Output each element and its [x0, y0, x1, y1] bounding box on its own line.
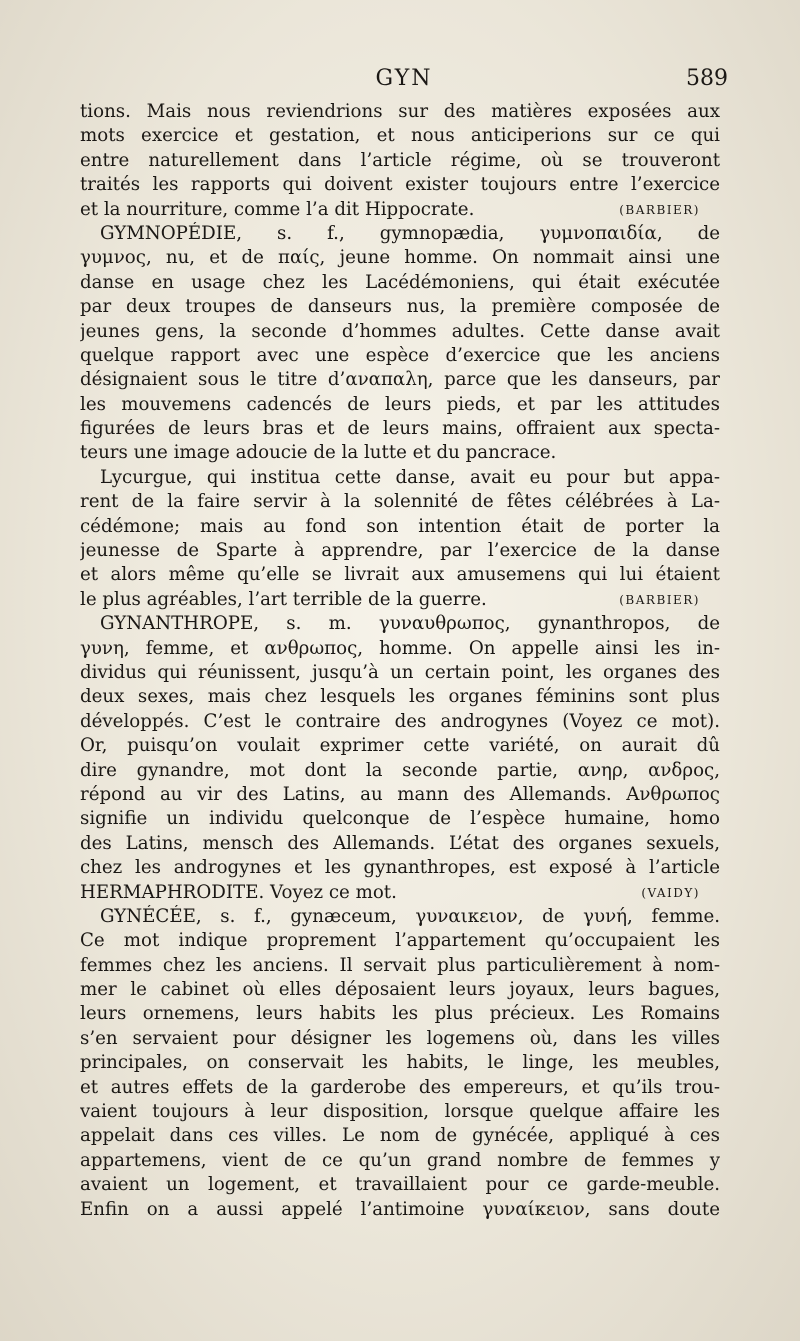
text-line: jeunesse de Sparte à apprendre, par l’exercice de la danse — [80, 540, 720, 562]
author-signature: (BARBIER) — [619, 202, 700, 217]
text-line: cédémone; mais au fond son intention était de porter la — [80, 515, 720, 537]
text-line-with-signature — [80, 198, 720, 222]
text-line: le plus agréables, l’art terrible de la guerre. — [80, 588, 487, 610]
page-number: 589 — [686, 66, 728, 91]
text-line: avaient un logement, et travaillaient pour ce garde-meuble. — [80, 1174, 720, 1196]
text-line: vaient toujours à leur disposition, lorsque quelque affaire les — [80, 1101, 720, 1123]
text-line: chez les androgynes et les gynanthropes, est exposé à l’article — [80, 857, 720, 879]
author-signature: (VAIDY) — [641, 885, 700, 900]
text-line: mots exercice et gestation, et nous anticiperions sur ce qui — [80, 125, 720, 147]
text-line-with-signature — [80, 881, 720, 905]
text-line: Enfin on a aussi appelé l’antimoine γυναίκειον, sans doute — [80, 1198, 720, 1220]
text-line: appartemens, vient de ce qu’un grand nombre de femmes y — [80, 1149, 720, 1171]
text-line: mer le cabinet où elles déposaient leurs joyaux, leurs bagues, — [80, 979, 720, 1001]
text-line: Ce mot indique proprement l’appartement qu’occupaient les — [80, 930, 720, 952]
text-line: quelque rapport avec une espèce d’exercice que les anciens — [80, 344, 720, 366]
text-line: les mouvemens cadencés de leurs pieds, et par les attitudes — [80, 393, 720, 415]
text-line: signifie un individu quelconque de l’espèce humaine, homo — [80, 808, 720, 830]
entry-heading-line: GYNÉCÉE, s. f., gynæceum, γυναικειον, de γυνή, femme. — [100, 905, 720, 927]
text-line: Lycurgue, qui institua cette danse, avait eu pour but appa- — [100, 466, 720, 488]
text-line: développés. C’est le contraire des androgynes (Voyez ce mot). — [80, 710, 720, 732]
text-line: et la nourriture, comme l’a dit Hippocrate. — [80, 198, 475, 220]
text-line: tions. Mais nous reviendrions sur des matières exposées aux — [80, 101, 720, 122]
text-line: leurs ornemens, leurs habits les plus précieux. Les Romains — [80, 1003, 720, 1025]
text-line: deux sexes, mais chez lesquels les organes féminins sont plus — [80, 686, 720, 708]
text-line: et autres effets de la garderobe des empereurs, et qu’ils trou- — [80, 1076, 720, 1098]
text-line: dividus qui réunissent, jusqu’à un certain point, les organes des — [80, 661, 720, 683]
text-line: jeunes gens, la seconde d’hommes adultes. Cette danse avait — [80, 320, 720, 342]
text-line: et alors même qu’elle se livrait aux amusemens qui lui étaient — [80, 564, 720, 586]
page-header — [80, 66, 728, 98]
body-text — [80, 100, 720, 1222]
text-line: désignaient sous le titre d’αναπαλη, parce que les danseurs, par — [80, 369, 720, 391]
text-line: femmes chez les anciens. Il servait plus particulièrement à nom- — [80, 954, 720, 976]
text-line: HERMAPHRODITE. Voyez ce mot. — [80, 881, 397, 903]
entry-heading-line: GYNANTHROPE, s. m. γυναυθρωπος, gynanthropos, de — [100, 613, 720, 635]
entry-heading-line: GYMNOPÉDIE, s. f., gymnopædia, γυμνοπαιδία, de — [100, 222, 720, 244]
text-line: entre naturellement dans l’article régime, où se trouveront — [80, 149, 720, 171]
text-line-with-signature — [80, 588, 720, 612]
author-signature: (BARBIER) — [619, 592, 700, 607]
text-line: danse en usage chez les Lacédémoniens, qui était exécutée — [80, 271, 720, 293]
text-line: figurées de leurs bras et de leurs mains, offraient aux specta- — [80, 418, 720, 440]
text-line: traités les rapports qui doivent exister toujours entre l’exercice — [80, 174, 720, 196]
text-line: appelait dans ces villes. Le nom de gynécée, appliqué à ces — [80, 1125, 720, 1147]
text-line: principales, on conservait les habits, le linge, les meubles, — [80, 1052, 720, 1074]
text-line: répond au vir des Latins, au mann des Allemands. Ανθρωπος — [80, 783, 720, 805]
text-line: dire gynandre, mot dont la seconde partie, ανηρ, ανδρος, — [80, 759, 720, 781]
text-line: γυνη, femme, et ανθρωπος, homme. On appelle ainsi les in- — [80, 637, 720, 659]
running-head: GYN — [375, 66, 433, 91]
text-line: teurs une image adoucie de la lutte et du pancrace. — [80, 442, 557, 464]
text-line: Or, puisqu’on voulait exprimer cette variété, on aurait dû — [80, 735, 720, 757]
text-line: rent de la faire servir à la solennité de fêtes célébrées à La- — [80, 491, 720, 513]
text-line: des Latins, mensch des Allemands. L’état des organes sexuels, — [80, 832, 720, 854]
text-line: s’en servaient pour désigner les logemens où, dans les villes — [80, 1027, 720, 1049]
text-line: γυμνος, nu, et de παίς, jeune homme. On nommait ainsi une — [80, 247, 720, 269]
text-line: par deux troupes de danseurs nus, la première composée de — [80, 296, 720, 318]
